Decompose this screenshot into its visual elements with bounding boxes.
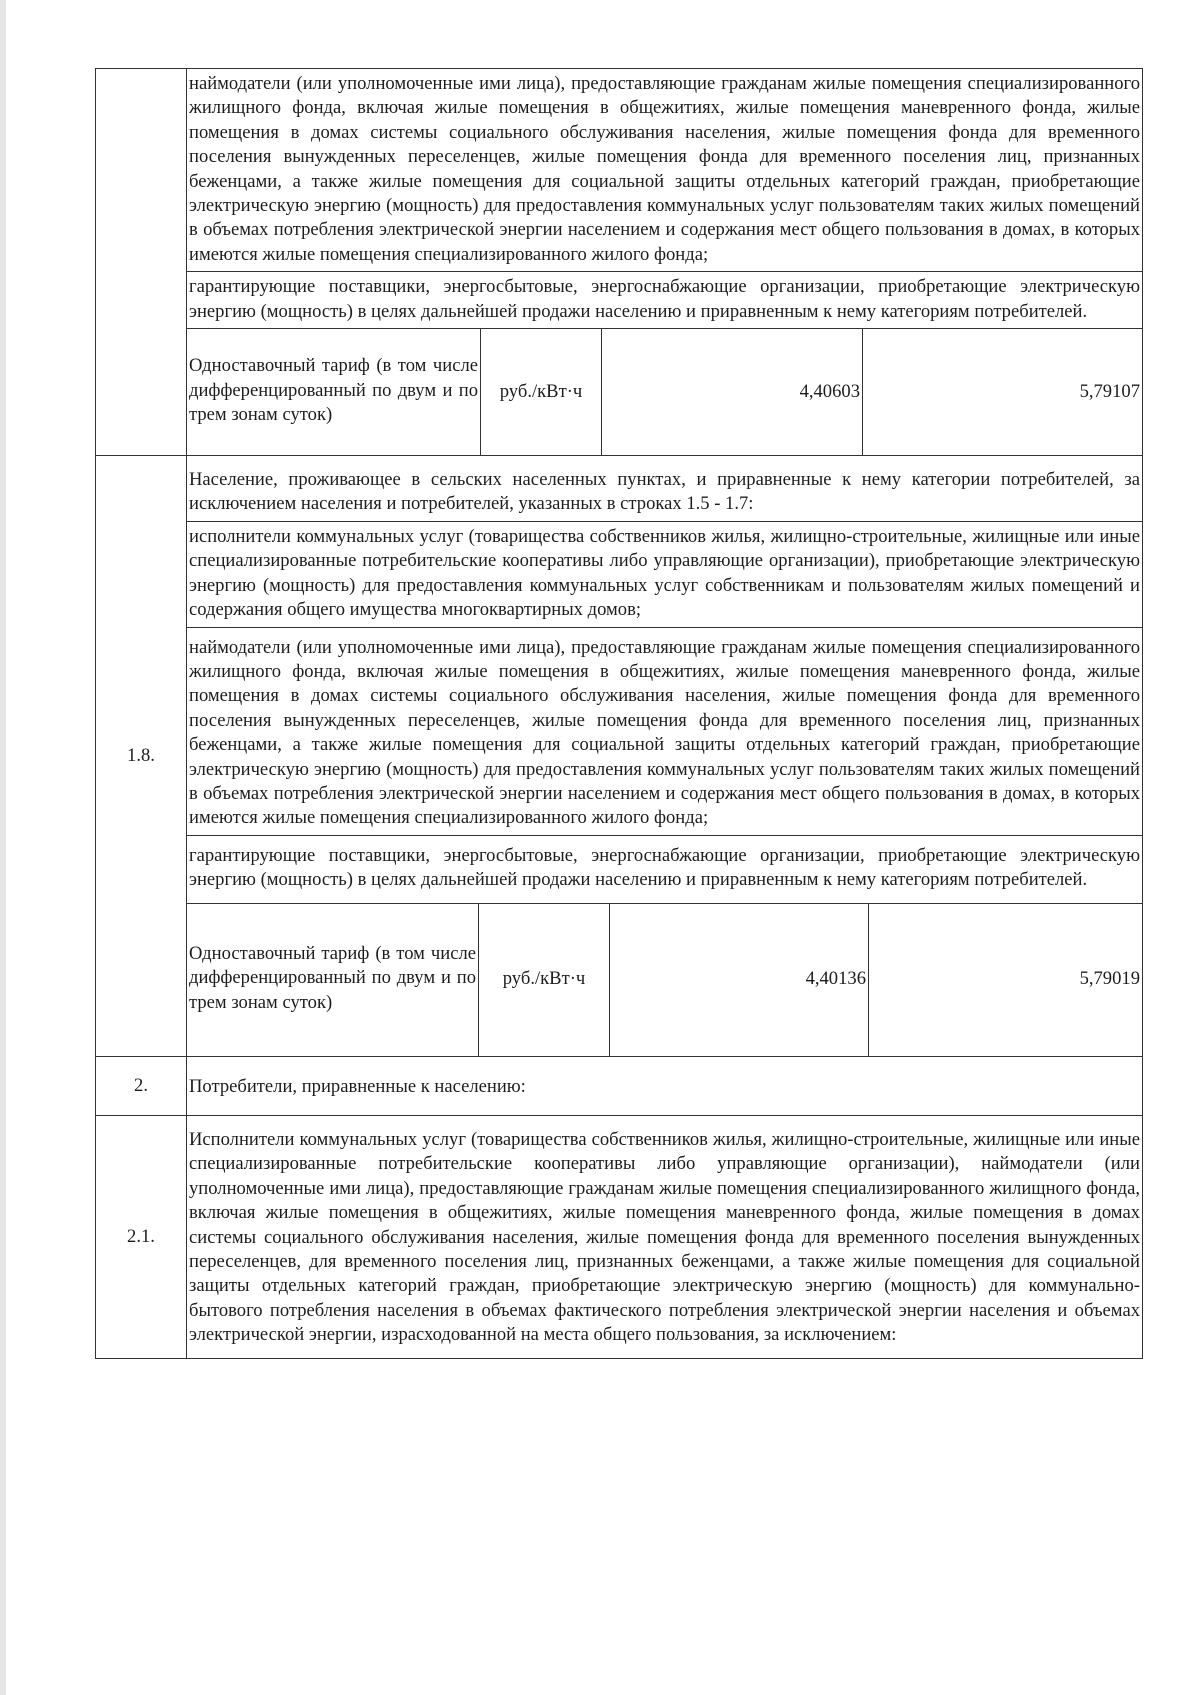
table-row-2-1 (96, 1115, 1143, 1358)
table-row-2 (96, 1056, 1143, 1115)
row-text: Потребители, приравненные к населению: (189, 1075, 526, 1097)
tariff-subtable (187, 904, 1142, 1056)
table-row-1-7-continued (96, 69, 1143, 456)
row-number: 2. (96, 1056, 187, 1115)
table-row-1-8 (96, 456, 1143, 1057)
executors-paragraph: исполнители коммунальных услуг (товарищества собственников жилья, жилищно-строительные, жилищные или иные специализированные потребительские кооперативы либо управляющие организации), приобретающие электрическую энергию (мощность) для предоставления коммунальных услуг собственникам и пользователям жилых помещений и содержания общего имущества многоквартирных домов; (187, 521, 1142, 627)
row-number: 2.1. (96, 1115, 187, 1358)
row-content-cell (187, 1115, 1143, 1358)
landlords-paragraph: наймодатели (или уполномоченные ими лица), предоставляющие гражданам жилые помещения специализированного жилищного фонда, включая жилые помещения в общежитиях, жилые помещения маневренного фонда, жилые помещения в домах системы социального обслуживания населения, жилые помещения фонда для временного поселения вынужденных переселенцев, жилые помещения фонда для временного поселения лиц, признанных беженцами, а также жилые помещения для социальной защиты отдельных категорий граждан, приобретающие электрическую энергию (мощность) для предоставления коммунальных услуг пользователям таких жилых помещений в объемах потребления электрической энергии населением и содержания мест общего пользования в домах, в которых имеются жилые помещения специализированного жилого фонда; (187, 627, 1142, 835)
row-content-cell (187, 69, 1143, 456)
row-content-cell (187, 1056, 1143, 1115)
tariff-table (95, 68, 1143, 1359)
tariff-unit: руб./кВт·ч (479, 904, 610, 1056)
tariff-value-2: 5,79107 (863, 329, 1143, 455)
tariff-label: Одноставочный тариф (в том числе дифференцированный по двум и по трем зонам суток) (187, 904, 479, 1056)
row-number: 1.8. (96, 456, 187, 1057)
tariff-subtable (187, 329, 1142, 455)
row-text: Исполнители коммунальных услуг (товарищества собственников жилья, жилищно-строительные, жилищные или иные специализированные потребительские кооперативы либо управляющие организации), наймодатели (или уполномоченные ими лица), предоставляющие гражданам жилые помещения специализированного жилищного фонда, включая жилые помещения в общежитиях, жилые помещения маневренного фонда, жилые помещения в домах системы социального обслуживания населения, жилые помещения фонда для временного поселения вынужденных переселенцев, для временного поселения лиц, признанных беженцами, а также жилые помещения для социальной защиты отдельных категорий граждан, приобретающие электрическую энергию (мощность) для коммунально-бытового потребления населения в объемах фактического потребления электрической энергии населения и объемах электрической энергии, израсходованной на места общего пользования, за исключением: (189, 1128, 1140, 1346)
tariff-value-2: 5,79019 (869, 904, 1143, 1056)
landlords-paragraph: наймодатели (или уполномоченные ими лица), предоставляющие гражданам жилые помещения специализированного жилищного фонда, включая жилые помещения в общежитиях, жилые помещения маневренного фонда, жилые помещения в домах системы социального обслуживания населения, жилые помещения фонда для временного поселения вынужденных переселенцев, жилые помещения фонда для временного поселения лиц, признанных беженцами, а также жилые помещения для социальной защиты отдельных категорий граждан, приобретающие электрическую энергию (мощность) для предоставления коммунальных услуг пользователям таких жилых помещений в объемах потребления электрической энергии населением и содержания мест общего пользования в домах, в которых имеются жилые помещения специализированного жилого фонда; (189, 73, 1140, 265)
tariff-label: Одноставочный тариф (в том числе дифференцированный по двум и по трем зонам суток) (187, 329, 481, 455)
row-number-cell-empty (96, 69, 187, 456)
page-edge-shadow (0, 0, 6, 1695)
row-content-cell (187, 456, 1143, 1057)
row-header-text: Население, проживающее в сельских населенных пунктах, и приравненные к нему категории потребителей, за исключением населения и потребителей, указанных в строках 1.5 - 1.7: (189, 469, 1140, 515)
suppliers-paragraph: гарантирующие поставщики, энергосбытовые, энергоснабжающие организации, приобретающие электрическую энергию (мощность) в целях дальнейшей продажи населению и приравненным к нему категориям потребителей. (187, 835, 1142, 903)
tariff-value-1: 4,40136 (610, 904, 869, 1056)
suppliers-paragraph: гарантирующие поставщики, энергосбытовые, энергоснабжающие организации, приобретающие электрическую энергию (мощность) в целях дальнейшей продажи населению и приравненным к нему категориям потребителей. (187, 271, 1142, 328)
tariff-unit: руб./кВт·ч (481, 329, 602, 455)
tariff-value-1: 4,40603 (602, 329, 863, 455)
